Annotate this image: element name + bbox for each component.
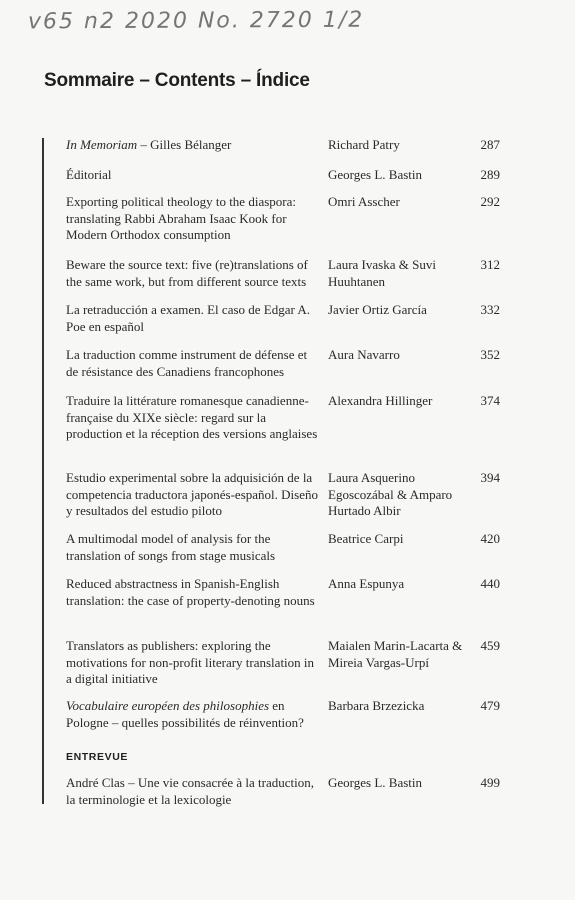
entry-title: André Clas – Une vie consacrée à la traduction, la terminologie et la lexicologie [66,775,314,807]
entry-author: Javier Ortiz García [328,302,427,317]
entry-page: 287 [480,137,500,152]
entry-page: 420 [480,531,500,546]
entry-author: Omri Asscher [328,194,400,209]
entry-title: Estudio experimental sobre la adquisición de la competencia traductora japonés-español. Diseño y resultados del estudio piloto [66,470,318,518]
vertical-rule [42,138,44,804]
entry-author: Barbara Brzezicka [328,698,425,713]
entry-title: Traduire la littérature romanesque canadienne-française du XIXe siècle: regard sur la production et la réception des versions anglaises [66,393,318,441]
entry-title: Vocabulaire européen des philosophies en Pologne – quelles possibilités de réinvention? [66,698,304,730]
handwritten-annotation: v65 n2 2020 No. 2720 1/2 [27,7,365,35]
entry-page: 332 [480,302,500,317]
entry-author: Richard Patry [328,137,400,152]
entry-page: 499 [480,775,500,790]
entry-title: In Memoriam – Gilles Bélanger [66,137,232,152]
entry-title: Translators as publishers: exploring the motivations for non-profit literary translation in a digital initiative [66,638,315,686]
page-title: Sommaire – Contents – Índice [44,70,310,91]
entry-title: La retraducción a examen. El caso de Edgar A. Poe en español [66,302,310,334]
entry-page: 312 [480,257,500,272]
entry-author: Alexandra Hillinger [328,393,433,408]
section-heading: ENTREVUE [66,751,128,763]
entry-author: Georges L. Bastin [328,167,422,182]
entry-page: 440 [480,576,500,591]
entry-author: Georges L. Bastin [328,775,422,790]
entry-author: Anna Espunya [328,576,405,591]
entry-author: Laura Ivaska & Suvi Huuhtanen [328,257,436,289]
entry-page: 352 [480,347,500,362]
entry-author: Laura Asquerino Egoscozábal & Amparo Hurtado Albir [328,470,453,518]
entry-title: La traduction comme instrument de défense et de résistance des Canadiens francophones [66,347,308,379]
entry-page: 289 [480,167,500,182]
entry-page: 479 [480,698,500,713]
entry-page: 374 [480,393,500,408]
entry-title: Reduced abstractness in Spanish-English translation: the case of property-denoting nouns [66,576,315,608]
entry-title: Éditorial [66,167,112,182]
entry-author: Aura Navarro [328,347,400,362]
entry-title: A multimodal model of analysis for the translation of songs from stage musicals [66,531,276,563]
entry-author: Beatrice Carpi [328,531,404,546]
entry-page: 292 [480,194,500,209]
entry-page: 394 [480,470,500,485]
entry-page: 459 [480,638,500,653]
entry-title: Beware the source text: five (re)translations of the same work, but from different source texts [66,257,308,289]
entry-author: Maialen Marin-Lacarta & Mireia Vargas-Urpí [328,638,463,670]
entry-title: Exporting political theology to the diaspora: translating Rabbi Abraham Isaac Kook for Modern Orthodox consumption [66,194,296,242]
